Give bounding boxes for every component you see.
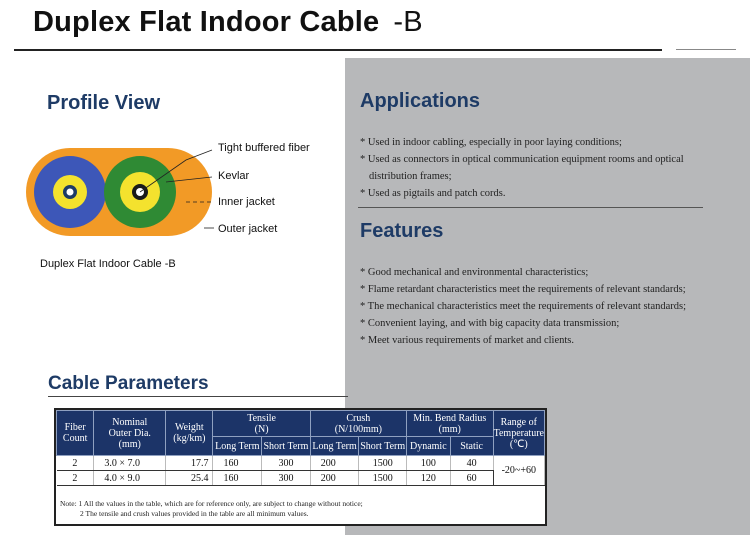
title-main: Duplex Flat Indoor Cable (33, 6, 380, 38)
applications-item: * Used in indoor cabling, especially in poor laying conditions; (360, 137, 622, 148)
cell: 160 (213, 456, 262, 471)
parameters-table (56, 410, 545, 486)
applications-list (360, 134, 684, 202)
cell: 2 (57, 471, 94, 486)
cell: 17.7 (166, 456, 213, 471)
features-heading: Features (360, 220, 444, 242)
cable-parameters-heading: Cable Parameters (48, 373, 209, 394)
table-row (57, 456, 545, 471)
subheader-crush-long: Long Term (310, 437, 359, 456)
header-crush: Crush (N/100mm) (310, 411, 406, 437)
label-tight-buffered-fiber: Tight buffered fiber (218, 142, 310, 154)
title-rule (14, 49, 662, 51)
cell: 40 (450, 456, 493, 471)
applications-item: distribution frames; (369, 171, 452, 182)
subheader-tensile-short: Short Term (262, 437, 311, 456)
subheader-crush-short: Short Term (359, 437, 407, 456)
label-outer-jacket: Outer jacket (218, 223, 278, 235)
features-item: * Convenient laying, and with big capacity data transmission; (360, 318, 620, 329)
parameters-table-box (54, 408, 547, 526)
header-tensile: Tensile (N) (213, 411, 310, 437)
cell: 200 (310, 456, 359, 471)
cell: 300 (262, 456, 311, 471)
features-item: * Good mechanical and environmental characteristics; (360, 267, 589, 278)
cell: 60 (450, 471, 493, 486)
table-row (57, 471, 545, 486)
cell: 4.0 × 9.0 (94, 471, 166, 486)
table-notes (60, 499, 363, 519)
label-inner-jacket: Inner jacket (218, 196, 275, 208)
profile-caption: Duplex Flat Indoor Cable -B (40, 258, 176, 270)
parameters-rule (48, 396, 348, 397)
cell: 1500 (359, 456, 407, 471)
cell: 160 (213, 471, 262, 486)
cell: 200 (310, 471, 359, 486)
features-list (360, 264, 686, 349)
cell: 2 (57, 456, 94, 471)
title-suffix: -B (393, 6, 423, 38)
note-1: Note: 1 All the values in the table, which are for reference only, are subject to change without notice; (60, 499, 363, 508)
note-2: 2 The tensile and crush values provided in the table are all minimum values. (80, 509, 309, 518)
temperature-range-cell: -20~+60 (493, 456, 544, 486)
page-title (33, 6, 423, 39)
applications-item: * Used as pigtails and patch cords. (360, 188, 506, 199)
header-outer-dia: Nominal Outer Dia. (mm) (94, 411, 166, 456)
label-kevlar: Kevlar (218, 170, 250, 182)
subheader-bend-dynamic: Dynamic (406, 437, 450, 456)
subheader-bend-static: Static (450, 437, 493, 456)
features-item: * The mechanical characteristics meet the requirements of relevant standards; (360, 301, 687, 312)
cell: 100 (406, 456, 450, 471)
applications-item: * Used as connectors in optical communication equipment rooms and optical (360, 154, 684, 165)
cell: 25.4 (166, 471, 213, 486)
title-rule-short (676, 49, 736, 50)
left-fiber (67, 189, 74, 196)
features-item: * Meet various requirements of market and clients. (360, 335, 575, 346)
subheader-tensile-long: Long Term (213, 437, 262, 456)
header-fiber-count: Fiber Count (57, 411, 94, 456)
header-weight: Weight (kg/km) (166, 411, 213, 456)
features-item: * Flame retardant characteristics meet the requirements of relevant standards; (360, 284, 686, 295)
header-temperature: Range of Temperature (℃) (493, 411, 544, 456)
header-bend-radius: Min. Bend Radius (mm) (406, 411, 493, 437)
cell: 300 (262, 471, 311, 486)
cell: 120 (406, 471, 450, 486)
profile-view-heading: Profile View (47, 92, 161, 114)
applications-divider (358, 207, 703, 208)
cell: 3.0 × 7.0 (94, 456, 166, 471)
applications-heading: Applications (360, 90, 481, 112)
cell: 1500 (359, 471, 407, 486)
